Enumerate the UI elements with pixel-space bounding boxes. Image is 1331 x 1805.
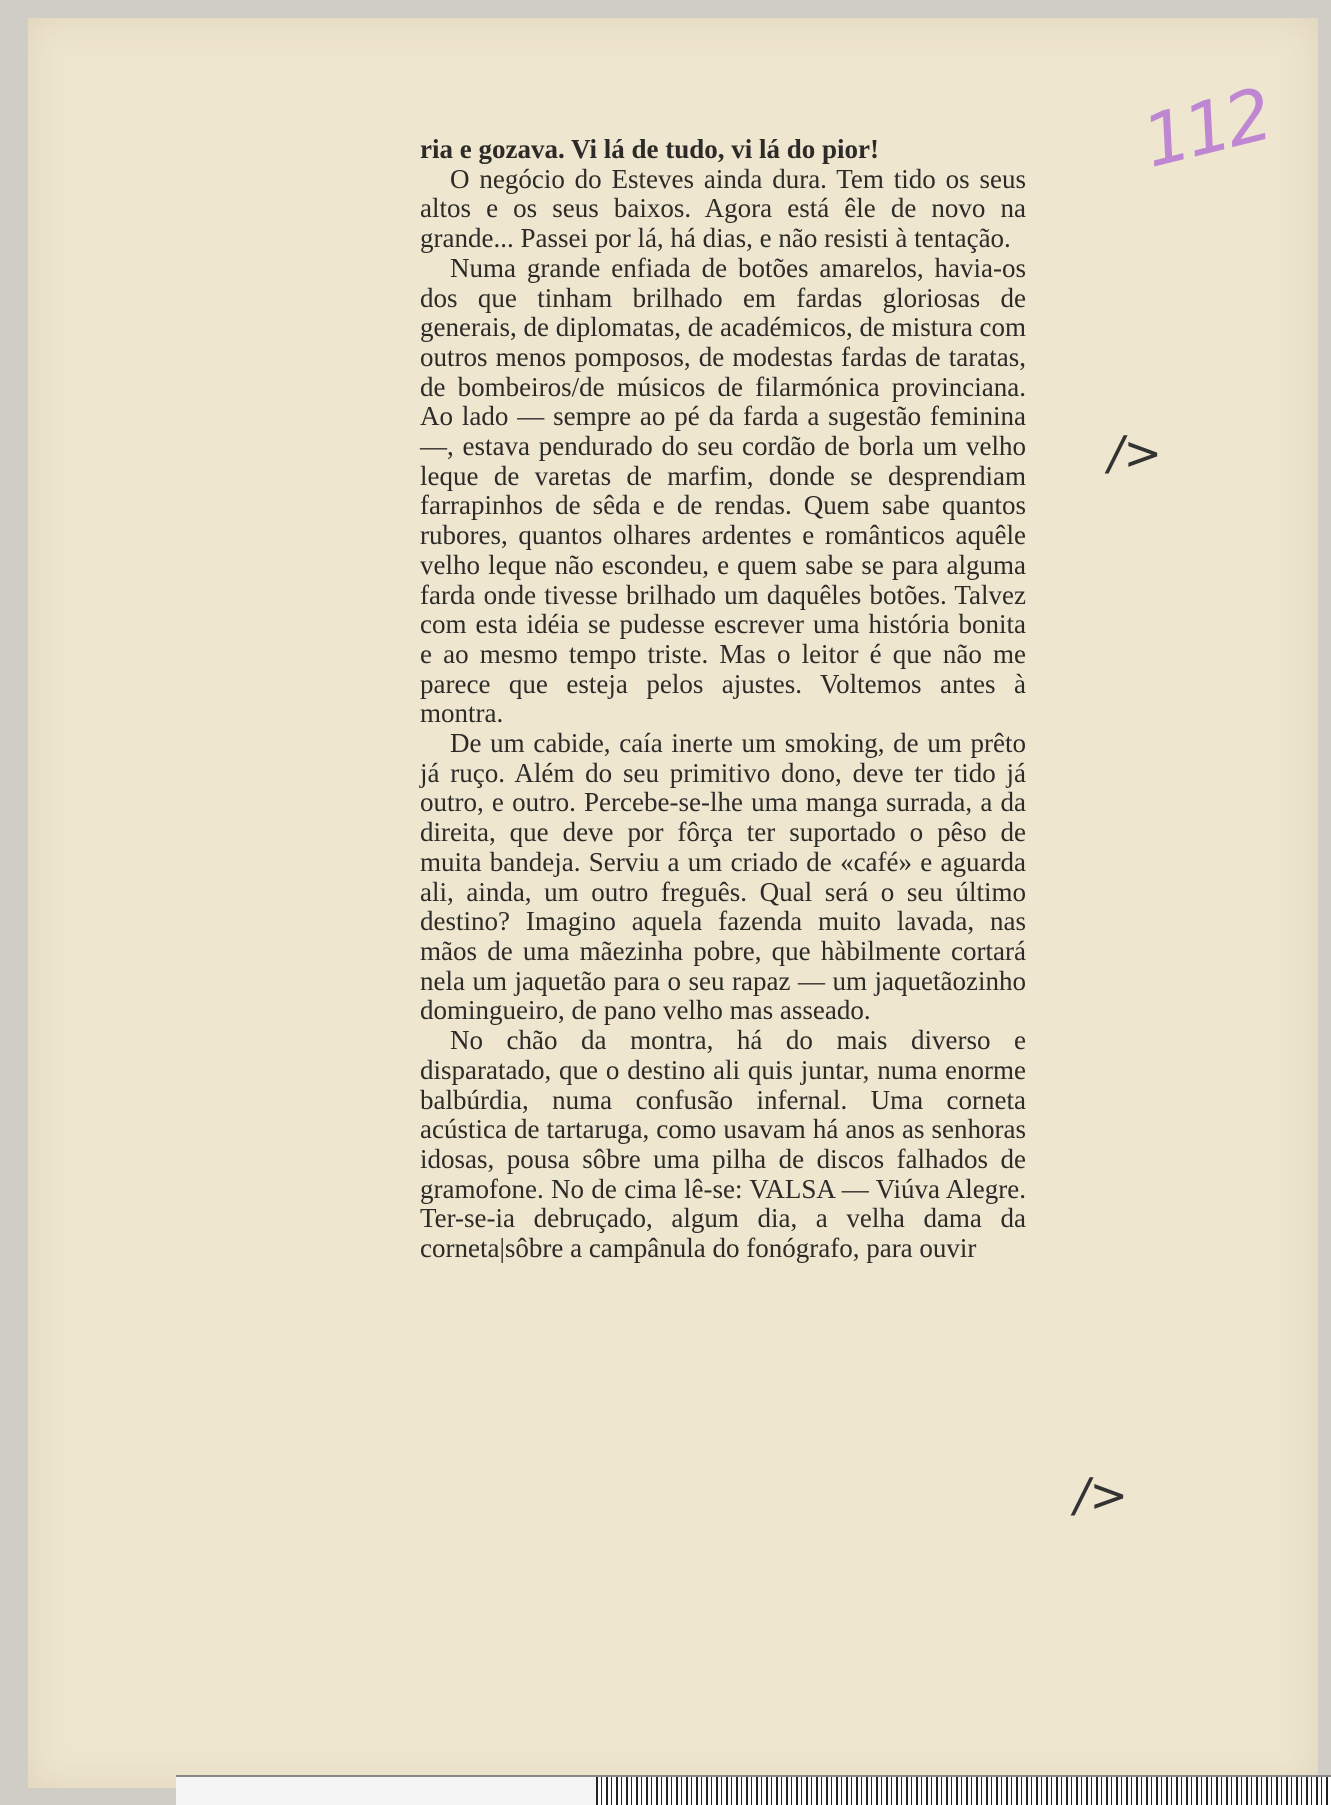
document-page bbox=[28, 18, 1318, 1788]
paragraph-2: O negócio do Esteves ainda dura. Tem tido os seus altos e os seus baixos. Agora está êle de novo na grande... Passei por lá, há dias, e não resisti à tentação. bbox=[420, 163, 1026, 254]
paragraph-1: ria e gozava. Vi lá de tudo, vi lá do pior! bbox=[420, 134, 879, 164]
article-text bbox=[420, 135, 1026, 1264]
paragraph-5: No chão da montra, há do mais diverso e disparatado, que o destino ali quis juntar, numa enorme balbúrdia, numa confusão infernal. Uma corneta acústica de tartaruga, como usavam há anos as senhoras idosas, pousa sôbre uma pilha de discos falhados de gramofone. No de cima lê-se: VALSA — Viúva Alegre. Ter-se-ia debruçado, algum dia, a velha dama da corneta|sôbre a campânula do fonógrafo, para ouvir bbox=[420, 1025, 1026, 1264]
margin-mark: /> bbox=[1108, 426, 1163, 480]
page-number-annotation: 112 bbox=[1134, 72, 1277, 184]
scan-ruler-white bbox=[176, 1775, 596, 1805]
margin-mark: /> bbox=[1074, 1468, 1129, 1522]
paragraph-3: Numa grande enfiada de botões amarelos, havia-os dos que tinham brilhado em fardas gloriosas de generais, de diplomatas, de académicos, de mistura com outros menos pomposos, de modestas fardas de taratas, de bombeiros/de músicos de filarmónica provinciana. Ao lado — sempre ao pé da farda a sugestão feminina —, estava pendurado do seu cordão de borla um velho leque de varetas de marfim, donde se desprendiam farrapinhos de sêda e de rendas. Quem sabe quantos rubores, quantos olhares ardentes e românticos aquêle velho leque não escondeu, e quem sabe se para alguma farda onde tivesse brilhado um daquêles botões. Talvez com esta idéia se pudesse escrever uma história bonita e ao mesmo tempo triste. Mas o leitor é que não me parece que esteja pelos ajustes. Voltemos antes à montra. bbox=[420, 252, 1026, 729]
paragraph-4: De um cabide, caía inerte um smoking, de um prêto já ruço. Além do seu primitivo dono, deve ter tido já outro, e outro. Percebe-se-lhe uma manga surrada, a da direita, que deve por fôrça ter suportado o pêso de muita bandeja. Serviu a um criado de «café» e aguarda ali, ainda, um outro freguês. Qual será o seu último destino? Imagino aquela fazenda muito lavada, nas mãos de uma mãezinha pobre, que hàbilmente cortará nela um jaquetão para o seu rapaz — um jaquetãozinho domingueiro, de pano velho mas asseado. bbox=[420, 728, 1026, 1026]
